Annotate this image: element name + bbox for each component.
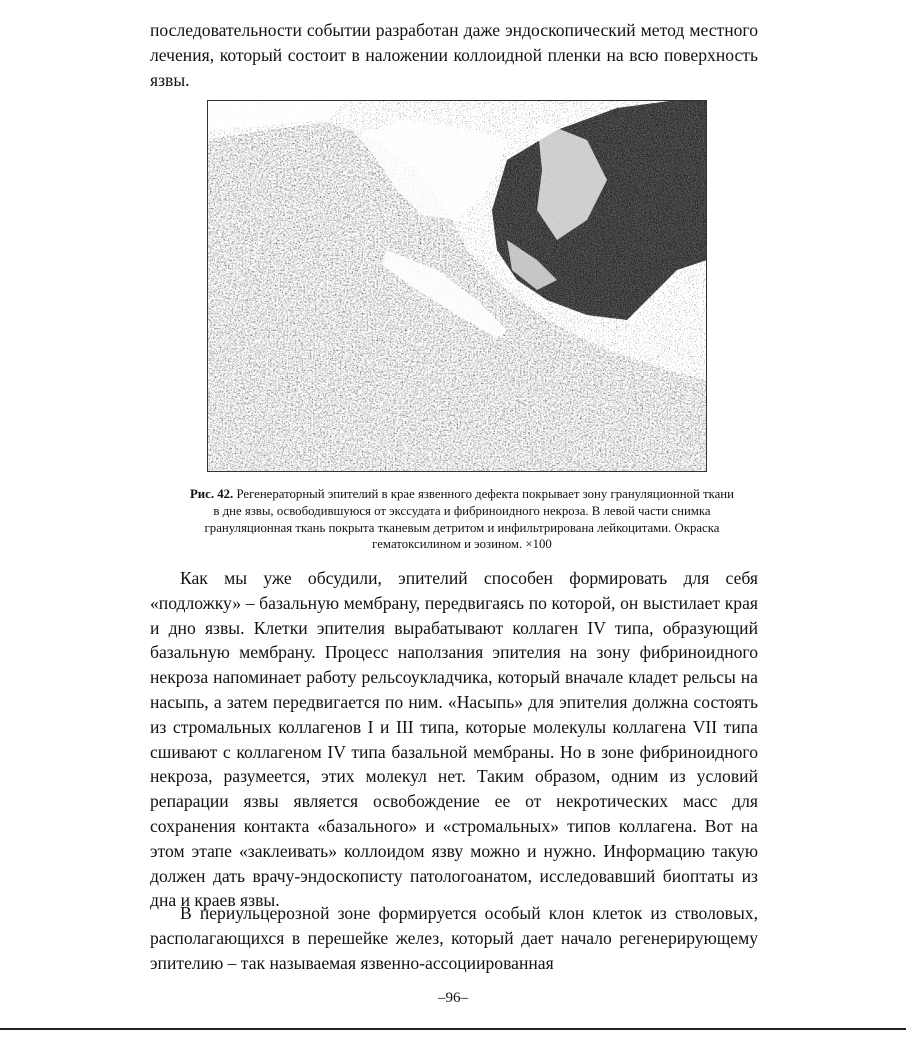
intro-paragraph: последовательности событии разработан даже эндоскопический метод местного лечения, который состоит в наложении коллоидной пленки на всю поверхность язвы. [150,20,758,90]
caption-text: Регенераторный эпителий в крае язвенного дефекта покрывает зону грануляционной ткани в дне язвы, освободившуюся от экссудата и фибриноидного некроза. В левой части снимка грануляционная ткань покрыта тканевым детритом и инфильтрирована лейкоцитами. Окраска гематоксилином и эозином. ×100 [204,487,735,552]
histology-micrograph [207,100,707,472]
page-number: –96– [438,990,468,1006]
figure-caption [188,486,736,553]
bottom-rule [0,1028,906,1030]
body-paragraph-2: В периульцерозной зоне формируется особый клон клеток из стволовых, располагающихся в перешейке желез, который дает начало регенерирующему эпителию – так называемая язвенно-ассоциированная [150,903,758,973]
body-paragraph-1: Как мы уже обсудили, эпителий способен формировать для себя «подложку» – базальную мембрану, передвигаясь по которой, он выстилает края и дно язвы. Клетки эпителия вырабатывают коллаген IV типа, образующий базальную мембрану. Процесс наползания эпителия на зону фибриноидного некроза напоминает работу рельсоукладчика, который вначале кладет рельсы на насыпь, а затем передвигается по ним. «Насыпь» для эпителия должна состоять из стромальных коллагенов I и III типа, которые молекулы коллагена VII типа сшивают с коллагеном IV типа базальной мембраны. Но в зоне фибриноидного некроза, разумеется, этих молекул нет. Таким образом, одним из условий репарации язвы является освобождение ее от некротических масс для сохранения контакта «базального» и «стромальных» типов коллагена. Вот на этом этапе «заклеивать» коллоидом язву можно и нужно. Информацию такую должен дать врачу-эндоскописту патологоанатом, исследовавший биоптаты из дна и краев язвы. [150,568,758,911]
caption-label: Рис. 42. [189,487,234,501]
